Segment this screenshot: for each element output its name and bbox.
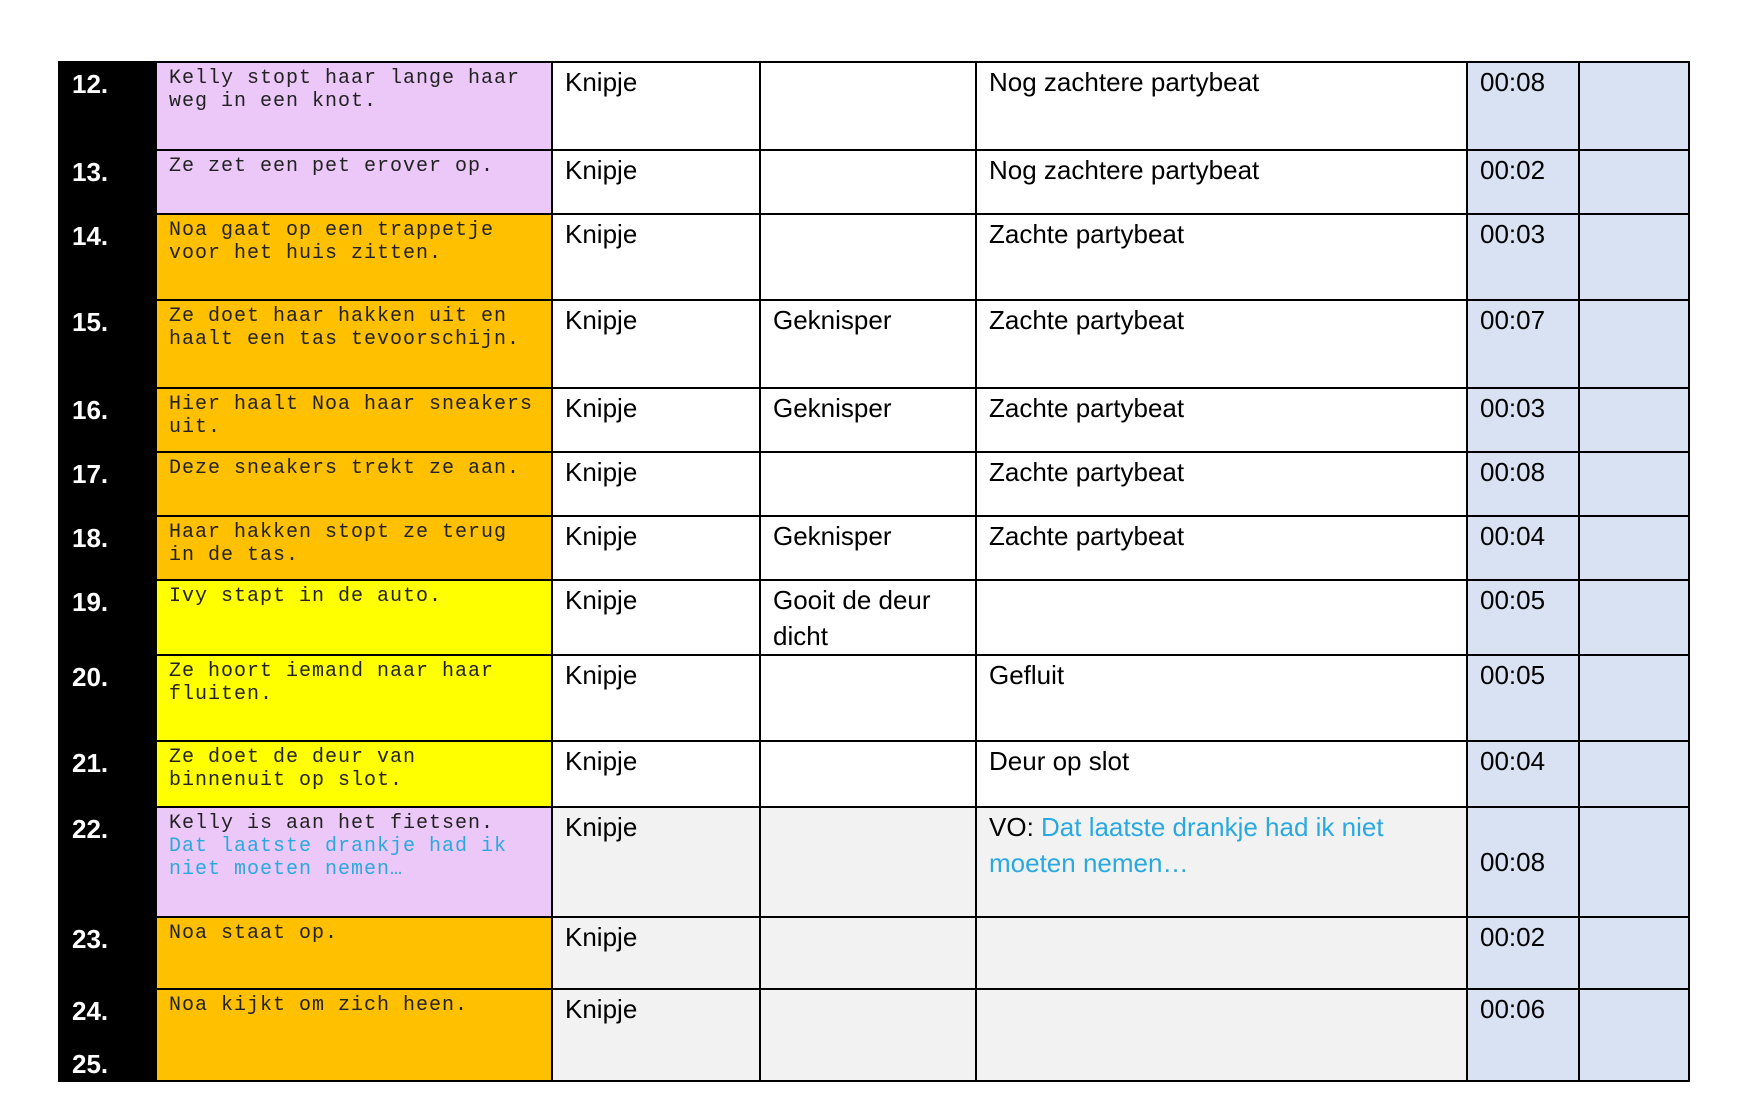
scene-description: Noa staat op. [156, 917, 552, 989]
row-number: 23. [58, 917, 156, 989]
sound-effect [760, 62, 976, 150]
table-row [58, 741, 1689, 807]
table-row [58, 452, 1689, 516]
table-row [58, 580, 1689, 655]
music-audio [976, 807, 1467, 917]
table-row [58, 989, 1689, 1081]
scene-description-quote: Dat laatste drankje had ik niet moeten nemen… [169, 835, 508, 881]
duration: 00:04 [1467, 741, 1579, 807]
music-audio: Gefluit [976, 655, 1467, 741]
music-audio [976, 580, 1467, 655]
duration: 00:02 [1467, 150, 1579, 214]
table-row [58, 300, 1689, 388]
sound-effect: Geknisper [760, 516, 976, 580]
scene-description: Hier haalt Noa haar sneakers uit. [156, 388, 552, 452]
sound-effect: Geknisper [760, 300, 976, 388]
row-number: 22. [58, 807, 156, 917]
duration: 00:06 [1467, 989, 1579, 1081]
table-row [58, 807, 1689, 917]
scene-description: Haar hakken stopt ze terug in de tas. [156, 516, 552, 580]
duration [1467, 807, 1579, 917]
row-number: 21. [58, 741, 156, 807]
duration: 00:04 [1467, 516, 1579, 580]
empty-cell [1579, 989, 1689, 1081]
music-audio: Nog zachtere partybeat [976, 150, 1467, 214]
empty-cell [1579, 62, 1689, 150]
sound-effect [760, 741, 976, 807]
scene-description: Noa kijkt om zich heen. [156, 989, 552, 1081]
shot-type: Knipje [552, 150, 760, 214]
scene-description: Deze sneakers trekt ze aan. [156, 452, 552, 516]
duration: 00:03 [1467, 214, 1579, 300]
table-row [58, 388, 1689, 452]
duration-value: 00:08 [1480, 847, 1546, 877]
empty-cell [1579, 580, 1689, 655]
music-audio: Zachte partybeat [976, 214, 1467, 300]
scene-description: Ze doet haar hakken uit en haalt een tas tevoorschijn. [156, 300, 552, 388]
shot-type: Knipje [552, 989, 760, 1081]
shot-type: Knipje [552, 580, 760, 655]
music-audio: Deur op slot [976, 741, 1467, 807]
scene-description: Noa gaat op een trappetje voor het huis zitten. [156, 214, 552, 300]
empty-cell [1579, 655, 1689, 741]
row-number: 14. [58, 214, 156, 300]
row-number-second: 25. [72, 1049, 109, 1079]
empty-cell [1579, 452, 1689, 516]
shot-type: Knipje [552, 214, 760, 300]
empty-cell [1579, 150, 1689, 214]
duration: 00:07 [1467, 300, 1579, 388]
sound-effect: Geknisper [760, 388, 976, 452]
row-number: 17. [58, 452, 156, 516]
music-audio: Zachte partybeat [976, 300, 1467, 388]
scene-description: Ze doet de deur van binnenuit op slot. [156, 741, 552, 807]
scene-description-text: Kelly is aan het fietsen. [169, 812, 495, 835]
table-row [58, 150, 1689, 214]
duration: 00:08 [1467, 62, 1579, 150]
sound-effect [760, 655, 976, 741]
row-number [58, 989, 156, 1081]
music-audio [976, 989, 1467, 1081]
music-audio [976, 917, 1467, 989]
scene-description: Ze hoort iemand naar haar fluiten. [156, 655, 552, 741]
empty-cell [1579, 388, 1689, 452]
row-number: 20. [58, 655, 156, 741]
empty-cell [1579, 516, 1689, 580]
table-row [58, 214, 1689, 300]
scene-description: Ivy stapt in de auto. [156, 580, 552, 655]
sound-effect [760, 452, 976, 516]
row-number: 15. [58, 300, 156, 388]
shot-type: Knipje [552, 807, 760, 917]
row-number: 12. [58, 62, 156, 150]
sound-effect [760, 214, 976, 300]
music-audio: Zachte partybeat [976, 452, 1467, 516]
table-row [58, 62, 1689, 150]
shot-type: Knipje [552, 655, 760, 741]
scene-description: Ze zet een pet erover op. [156, 150, 552, 214]
table-row [58, 655, 1689, 741]
sound-effect: Gooit de deur dicht [760, 580, 976, 655]
duration: 00:08 [1467, 452, 1579, 516]
scene-description: Kelly stopt haar lange haar weg in een knot. [156, 62, 552, 150]
music-audio: Zachte partybeat [976, 516, 1467, 580]
empty-cell [1579, 300, 1689, 388]
scene-description [156, 807, 552, 917]
shot-type: Knipje [552, 516, 760, 580]
empty-cell [1579, 741, 1689, 807]
shot-type: Knipje [552, 917, 760, 989]
empty-cell [1579, 214, 1689, 300]
voice-over-quote: Dat laatste drankje had ik niet moeten nemen… [989, 812, 1384, 878]
sound-effect [760, 989, 976, 1081]
music-audio: Zachte partybeat [976, 388, 1467, 452]
sound-effect [760, 917, 976, 989]
empty-cell [1579, 807, 1689, 917]
script-table [58, 61, 1690, 1082]
duration: 00:05 [1467, 580, 1579, 655]
shot-type: Knipje [552, 300, 760, 388]
empty-cell [1579, 917, 1689, 989]
duration: 00:03 [1467, 388, 1579, 452]
table-row [58, 516, 1689, 580]
sound-effect [760, 150, 976, 214]
row-number: 13. [58, 150, 156, 214]
row-number-first: 24. [72, 996, 109, 1026]
shot-type: Knipje [552, 741, 760, 807]
shot-type: Knipje [552, 388, 760, 452]
row-number: 16. [58, 388, 156, 452]
row-number: 19. [58, 580, 156, 655]
shot-type: Knipje [552, 452, 760, 516]
music-audio: Nog zachtere partybeat [976, 62, 1467, 150]
shot-type: Knipje [552, 62, 760, 150]
row-number: 18. [58, 516, 156, 580]
voice-over-label: VO: [989, 812, 1042, 842]
sound-effect [760, 807, 976, 917]
duration: 00:05 [1467, 655, 1579, 741]
duration: 00:02 [1467, 917, 1579, 989]
table-row [58, 917, 1689, 989]
